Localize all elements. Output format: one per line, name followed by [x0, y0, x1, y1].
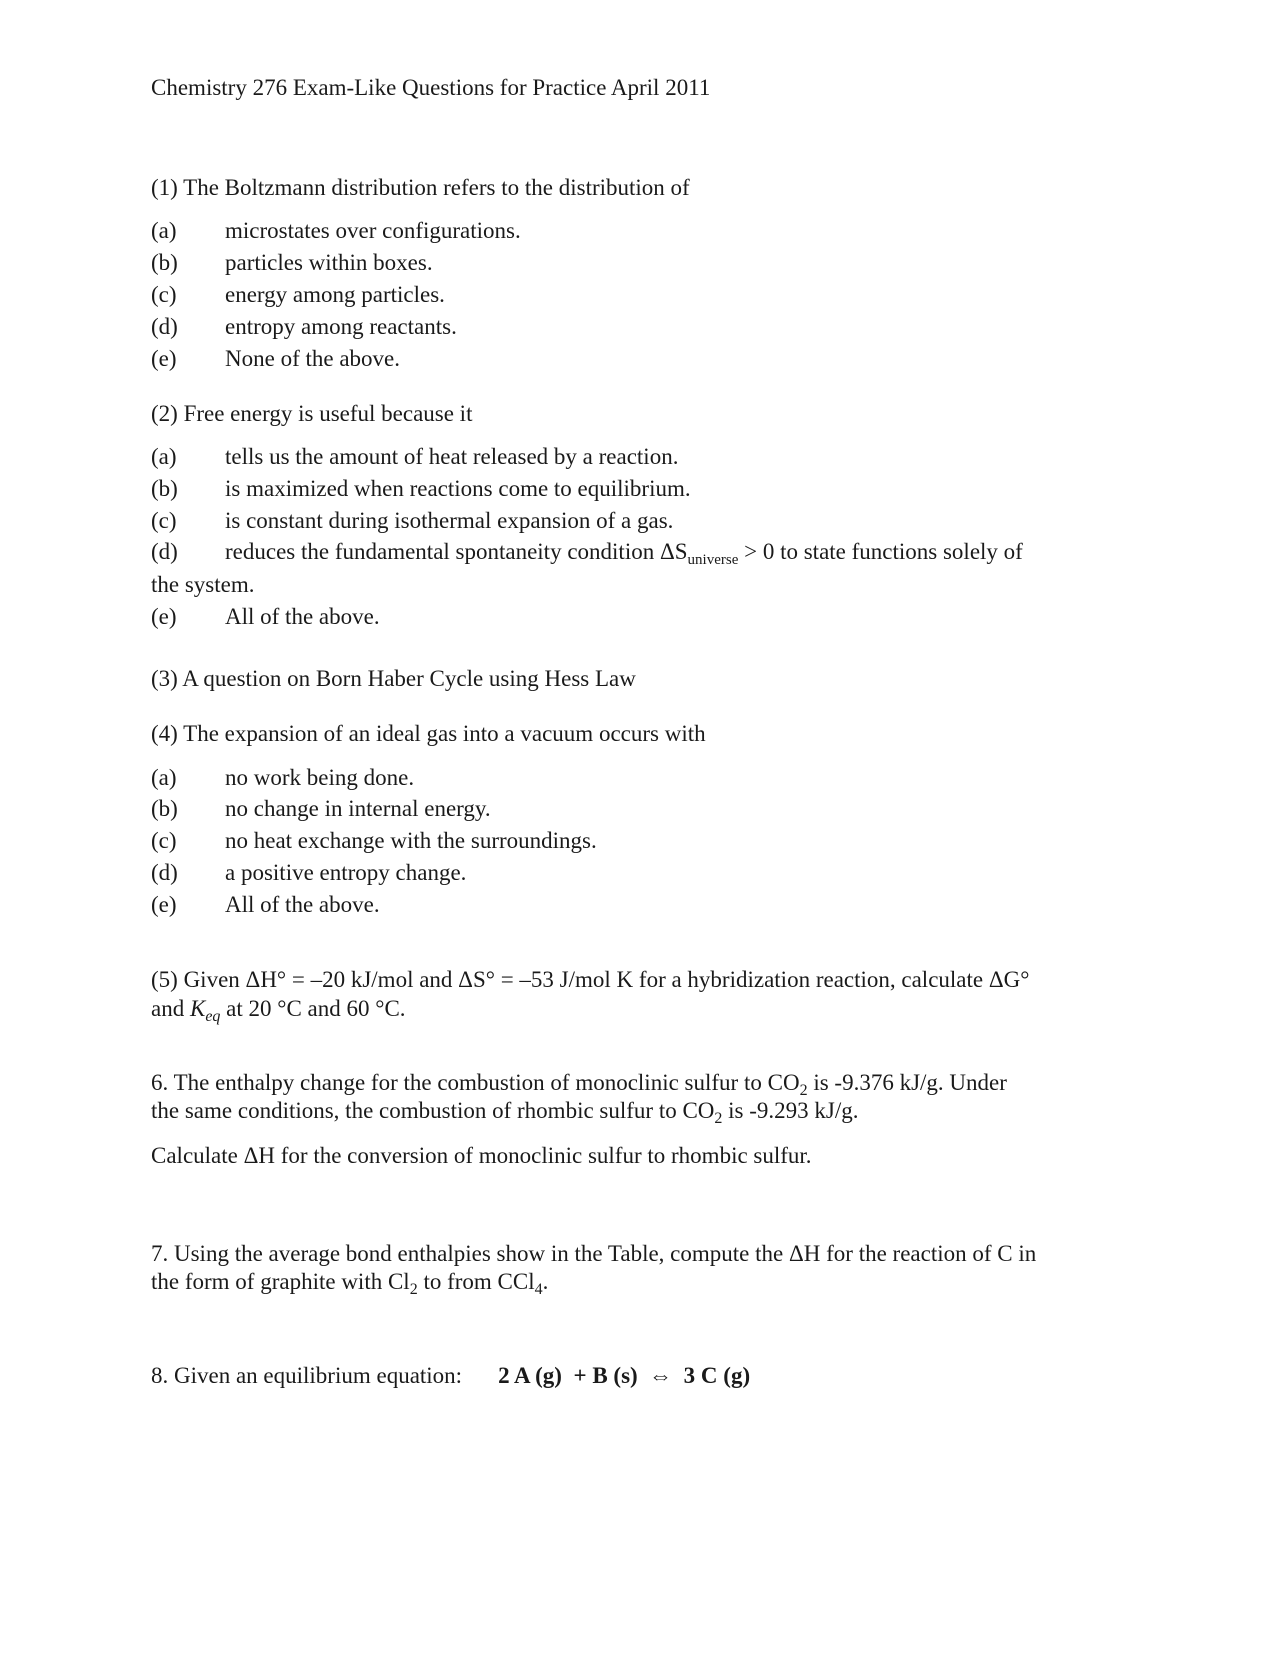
q2-option-e-text: All of the above.	[225, 604, 380, 629]
question-6-line-1: 6. The enthalpy change for the combustion of monoclinic sulfur to $CO_2$ is -9.376 kJ/g. Under	[151, 1070, 1007, 1099]
q4-option-e-letter: (e)	[151, 892, 177, 917]
q4-option-c-letter: (c)	[151, 828, 177, 853]
q1-option-e-letter: (e)	[151, 346, 177, 371]
question-4-stem: (4) The expansion of an ideal gas into a vacuum occurs with	[151, 721, 706, 746]
q1-option-a-text: microstates over configurations.	[225, 218, 521, 243]
q4-option-d-letter: (d)	[151, 860, 178, 885]
q4-option-a-text: no work being done.	[225, 765, 415, 790]
q1-option-c-letter: (c)	[151, 282, 177, 307]
q2-option-d-text: reduces the fundamental spontaneity condition $\Delta S_{universe} > 0$ to state functions solely of	[225, 539, 1023, 568]
q2-option-a-text: tells us the amount of heat released by a reaction.	[225, 444, 679, 469]
q1-option-b-letter: (b)	[151, 250, 178, 275]
question-6-line-3: Calculate ΔH for the conversion of monoclinic sulfur to rhombic sulfur.	[151, 1143, 812, 1168]
q1-option-c-text: energy among particles.	[225, 282, 445, 307]
q2-option-d-letter: (d)	[151, 539, 178, 564]
question-3-stem: (3) A question on Born Haber Cycle using Hess Law	[151, 666, 636, 691]
question-5-line-1: (5) Given ΔH° = –20 kJ/mol and ΔS° = –53 J/mol K for a hybridization reaction, calculate ΔG°	[151, 967, 1030, 992]
q4-option-c-text: no heat exchange with the surroundings.	[225, 828, 597, 853]
question-6-line-2: the same conditions, the combustion of rhombic sulfur to $CO_2$ is -9.293 kJ/g.	[151, 1098, 859, 1127]
q4-option-b-text: no change in internal energy.	[225, 796, 491, 821]
q2-option-c-text: is constant during isothermal expansion of a gas.	[225, 508, 674, 533]
document-title: Chemistry 276 Exam-Like Questions for Practice April 2011	[151, 75, 711, 100]
q2-option-e-letter: (e)	[151, 604, 177, 629]
q4-option-e-text: All of the above.	[225, 892, 380, 917]
q1-option-d-text: entropy among reactants.	[225, 314, 457, 339]
q2-option-a-letter: (a)	[151, 444, 177, 469]
q1-option-b-text: particles within boxes.	[225, 250, 433, 275]
question-7-line-1: 7. Using the average bond enthalpies show in the Table, compute the ΔH for the reaction of C in	[151, 1241, 1037, 1266]
q4-option-d-text: a positive entropy change.	[225, 860, 467, 885]
question-2-stem: (2) Free energy is useful because it	[151, 401, 473, 426]
q2-option-c-letter: (c)	[151, 508, 177, 533]
q2-option-b-text: is maximized when reactions come to equilibrium.	[225, 476, 691, 501]
q4-option-a-letter: (a)	[151, 765, 177, 790]
q1-option-d-letter: (d)	[151, 314, 178, 339]
q8-label: 8. Given an equilibrium equation:	[151, 1363, 463, 1388]
q1-option-a-letter: (a)	[151, 218, 177, 243]
q4-option-b-letter: (b)	[151, 796, 178, 821]
q2-option-b-letter: (b)	[151, 476, 178, 501]
q1-option-e-text: None of the above.	[225, 346, 400, 371]
question-5-line-2: and $K_{eq}$ at 20 °C and 60 °C.	[151, 996, 406, 1025]
q8-equation: 2 A (g) + B (s) ⇔ 3 C (g)	[498, 1363, 751, 1388]
question-7-line-2: the form of graphite with $Cl_2$ to from CCl$_4$.	[151, 1269, 549, 1298]
question-1-stem: (1) The Boltzmann distribution refers to the distribution of	[151, 175, 690, 200]
q2-option-d-continuation: the system.	[151, 572, 255, 597]
question-8	[151, 1364, 750, 1387]
